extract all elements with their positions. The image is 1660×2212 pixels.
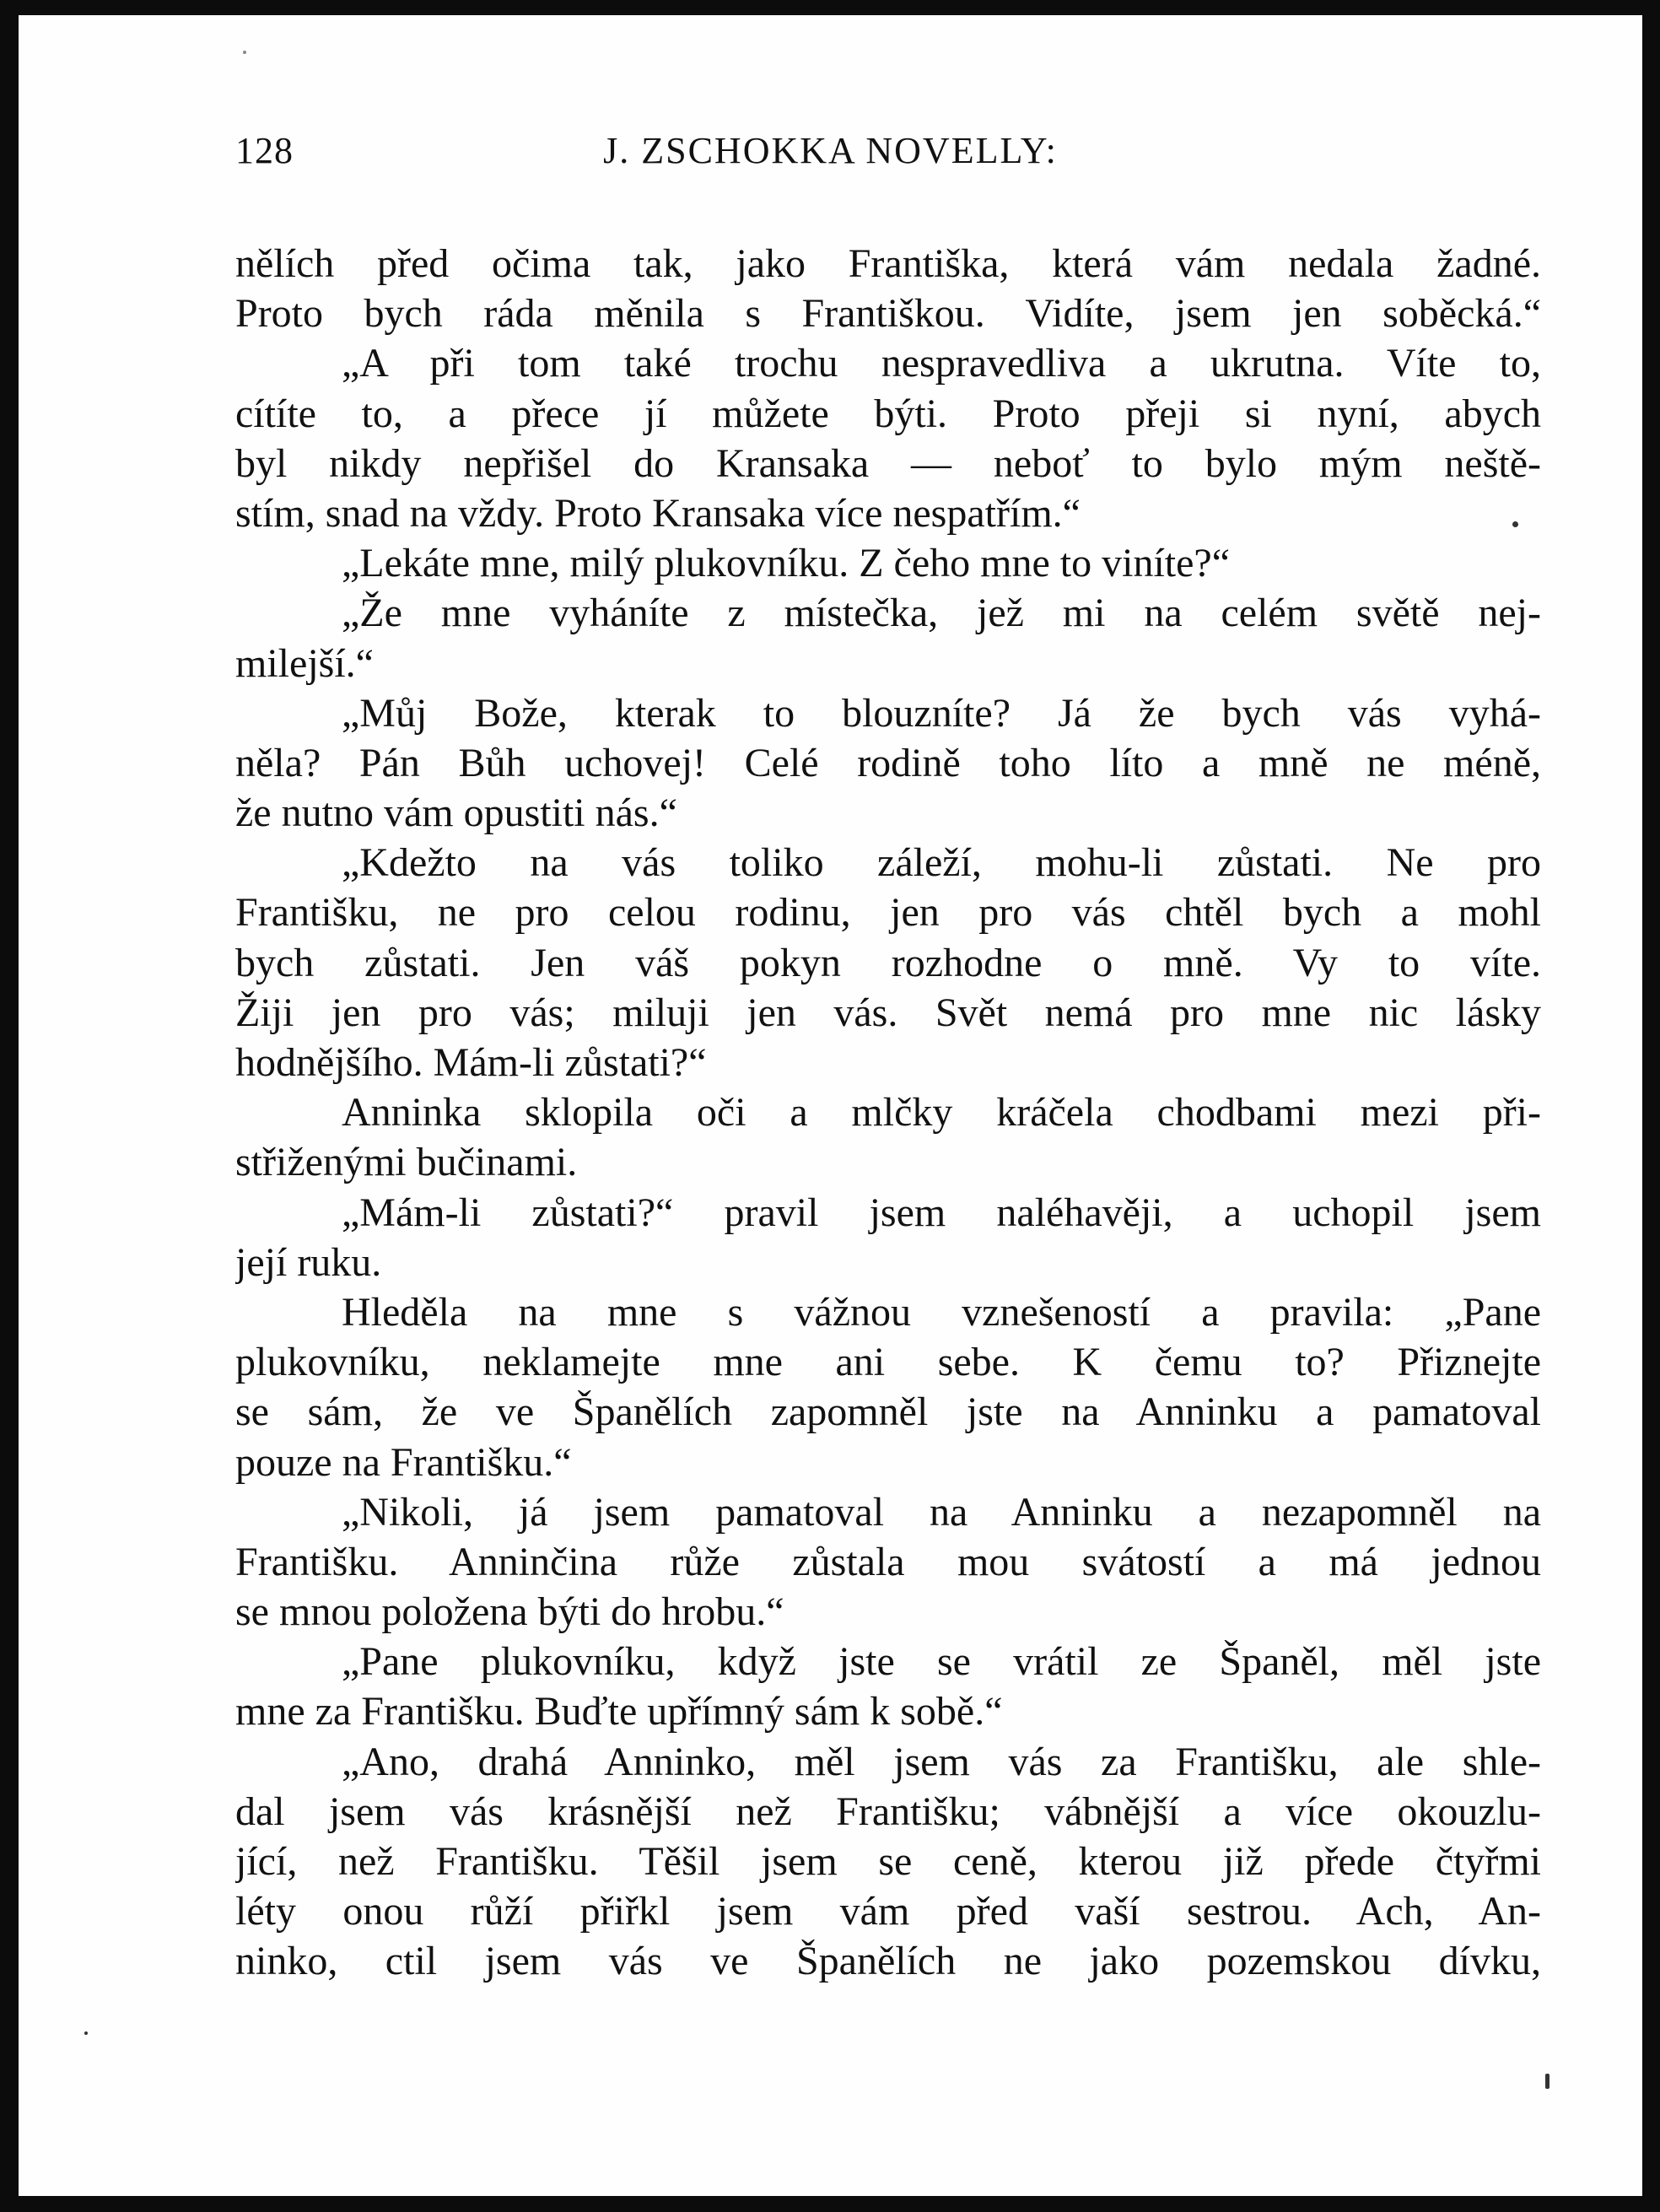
text-line: milejší.“ [235,640,374,686]
text-line: plukovníku, neklamejte mne ani sebe. K čemu to? Přiznejte [235,1340,1541,1385]
scan-speck [243,51,246,54]
text-line: Františku, ne pro celou rodinu, jen pro vás chtěl bych a mohl [235,890,1541,936]
page-number: 128 [235,130,294,171]
running-title: J. ZSCHOKKA NOVELLY: [603,130,1058,171]
book-page [19,15,1642,2196]
text-line: léty onou růží přiřkl jsem vám před vaší sestrou. Ach, An- [235,1889,1541,1934]
text-line: mne za Františku. Buďte upřímný sám k sobě.“ [235,1689,1003,1735]
text-line: Hleděla na mne s vážnou vznešeností a pravila: „Pane [342,1289,1541,1335]
text-line: střiženými bučinami. [235,1140,578,1185]
text-line: „Nikoli, já jsem pamatoval na Anninku a nezapomněl na [342,1489,1541,1535]
text-line: stím, snad na vždy. Proto Kransaka více nespatřím.“ [235,490,1081,536]
text-line: něla? Pán Bůh uchovej! Celé rodině toho líto a mně ne méně, [235,740,1541,785]
scan-speck [1512,521,1518,527]
text-line: se sám, že ve Španělích zapomněl jste na Anninku a pamatoval [235,1389,1541,1435]
text-line: „Pane plukovníku, když jste se vrátil ze Španěl, měl jste [342,1639,1541,1685]
text-line: „Kdežto na vás toliko záleží, mohu-li zůstati. Ne pro [342,840,1541,886]
text-line: dal jsem vás krásnější než Františku; vábnější a více okouzlu- [235,1788,1541,1834]
text-line: cítíte to, a přece jí můžete býti. Proto přeji si nyní, abych [235,391,1541,436]
text-line: „Že mne vyháníte z místečka, jež mi na celém světě nej- [342,591,1541,636]
text-line: Žiji jen pro vás; miluji jen vás. Svět nemá pro mne nic lásky [235,990,1541,1035]
scan-speck [1545,2074,1550,2089]
text-line: Anninka sklopila oči a mlčky kráčela chodbami mezi při- [342,1090,1541,1136]
text-line: „Můj Bože, kterak to blouzníte? Já že bych vás vyhá- [342,690,1541,736]
text-line: byl nikdy nepřišel do Kransaka — neboť to bylo mým neště- [235,440,1541,486]
text-line: jící, než Františku. Těšil jsem se ceně, kterou již přede čtyřmi [235,1839,1541,1884]
text-line: pouze na Františku.“ [235,1439,572,1485]
scan-speck [84,2031,88,2035]
page-header [19,129,1642,197]
text-line: „A při tom také trochu nespravedliva a ukrutna. Víte to, [342,341,1541,386]
body-text [235,239,1541,1987]
text-line: ninko, ctil jsem vás ve Španělích ne jako pozemskou dívku, [235,1939,1541,1984]
text-line: „Mám-li zůstati?“ pravil jsem naléhavěji, a uchopil jsem [342,1190,1541,1235]
text-line: její ruku. [235,1239,382,1285]
text-line: Proto bych ráda měnila s Františkou. Vidíte, jsem jen soběcká.“ [235,291,1541,337]
text-line: Františku. Anninčina růže zůstala mou svátostí a má jednou [235,1539,1541,1584]
text-line: bych zůstati. Jen váš pokyn rozhodne o mně. Vy to víte. [235,940,1541,985]
text-line: hodnějšího. Mám-li zůstati?“ [235,1040,707,1085]
text-line: „Lekáte mne, milý plukovníku. Z čeho mne to viníte?“ [342,541,1231,586]
text-line: „Ano, drahá Anninko, měl jsem vás za Františku, ale shle- [342,1739,1541,1784]
text-line: že nutno vám opustiti nás.“ [235,790,677,836]
text-line: nělích před očima tak, jako Františka, která vám nedala žadné. [235,241,1541,286]
text-line: se mnou položena býti do hrobu.“ [235,1589,784,1635]
